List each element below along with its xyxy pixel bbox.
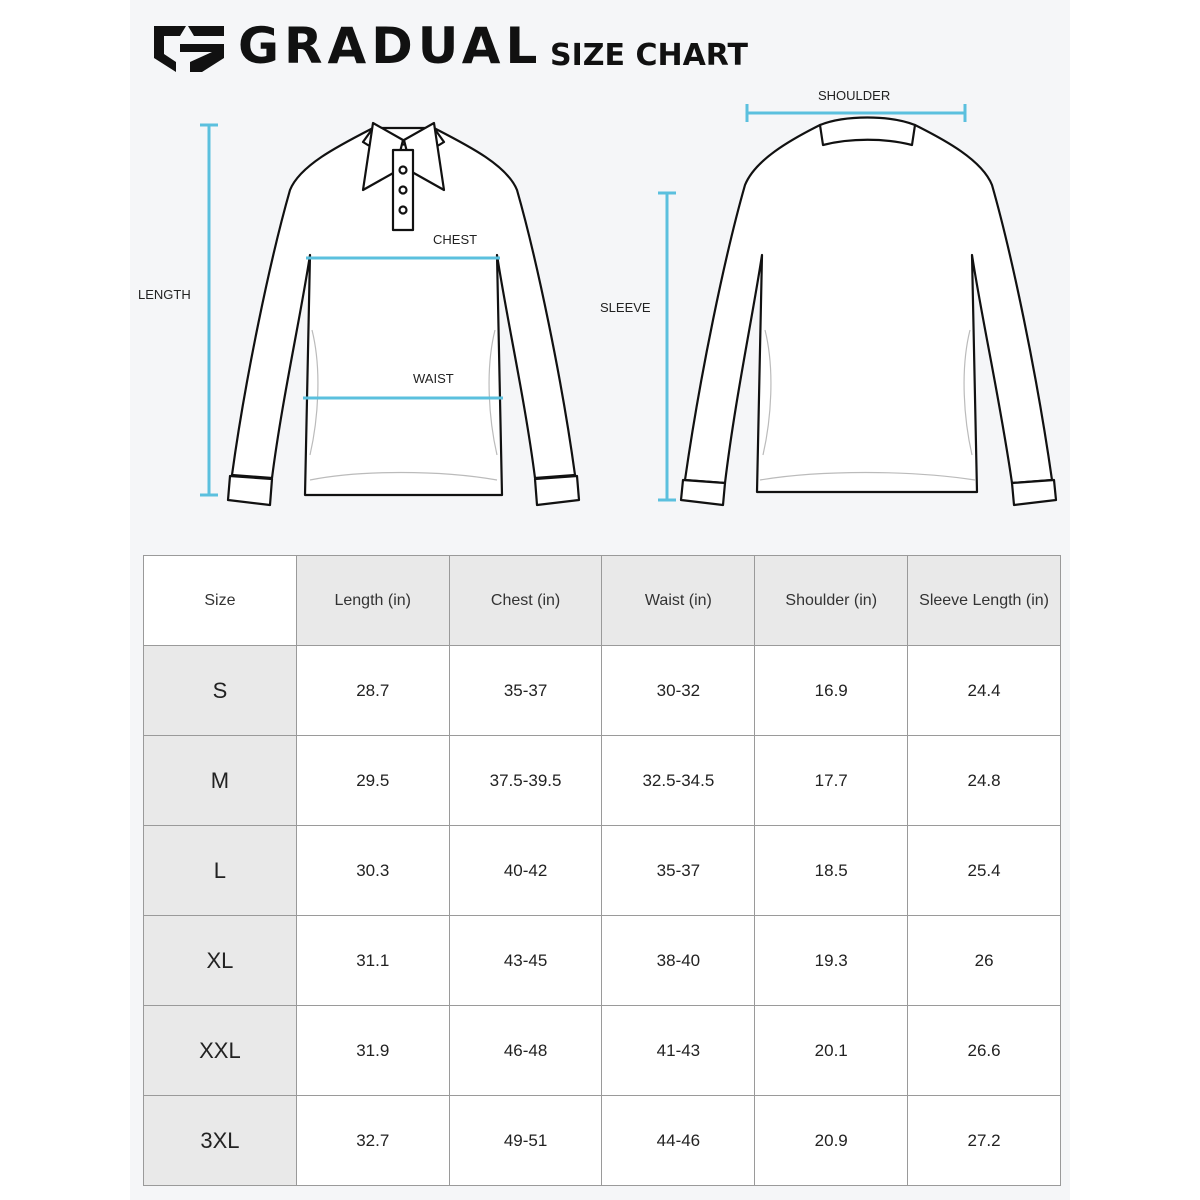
- shoulder-cell: 19.3: [755, 916, 908, 1006]
- chest-cell: 43-45: [449, 916, 602, 1006]
- chest-cell: 37.5-39.5: [449, 736, 602, 826]
- size-cell: S: [144, 646, 297, 736]
- length-cell: 28.7: [296, 646, 449, 736]
- sleeve-length-cell: 26.6: [908, 1006, 1061, 1096]
- chest-cell: 46-48: [449, 1006, 602, 1096]
- shoulder-cell: 20.9: [755, 1096, 908, 1186]
- table-header-row: [144, 556, 1061, 646]
- waist-cell: 32.5-34.5: [602, 736, 755, 826]
- chart-title: SIZE CHART: [550, 38, 749, 73]
- size-table: [143, 555, 1061, 1186]
- size-cell: M: [144, 736, 297, 826]
- size-cell: XL: [144, 916, 297, 1006]
- table-row: [144, 736, 1061, 826]
- size-cell: XXL: [144, 1006, 297, 1096]
- waist-cell: 35-37: [602, 826, 755, 916]
- header-sleeve-length: Sleeve Length (in): [908, 556, 1061, 646]
- header-size: Size: [144, 556, 297, 646]
- shoulder-label: SHOULDER: [818, 88, 891, 103]
- shoulder-cell: 16.9: [755, 646, 908, 736]
- header-chest: Chest (in): [449, 556, 602, 646]
- length-cell: 30.3: [296, 826, 449, 916]
- length-label: LENGTH: [138, 287, 191, 302]
- chest-cell: 40-42: [449, 826, 602, 916]
- waist-cell: 44-46: [602, 1096, 755, 1186]
- waist-label: WAIST: [413, 371, 454, 386]
- chest-cell: 49-51: [449, 1096, 602, 1186]
- back-shirt: [681, 118, 1056, 506]
- header-length: Length (in): [296, 556, 449, 646]
- shoulder-cell: 20.1: [755, 1006, 908, 1096]
- length-cell: 32.7: [296, 1096, 449, 1186]
- table-row: [144, 1096, 1061, 1186]
- chest-label: CHEST: [433, 232, 478, 247]
- table-row: [144, 646, 1061, 736]
- chest-cell: 35-37: [449, 646, 602, 736]
- sleeve-length-cell: 24.4: [908, 646, 1061, 736]
- header-waist: Waist (in): [602, 556, 755, 646]
- sleeve-length-cell: 26: [908, 916, 1061, 1006]
- length-cell: 31.9: [296, 1006, 449, 1096]
- sleeve-length-cell: 25.4: [908, 826, 1061, 916]
- size-cell: 3XL: [144, 1096, 297, 1186]
- table-row: [144, 1006, 1061, 1096]
- front-shirt: [228, 123, 579, 505]
- waist-cell: 30-32: [602, 646, 755, 736]
- sleeve-length-cell: 27.2: [908, 1096, 1061, 1186]
- shoulder-cell: 17.7: [755, 736, 908, 826]
- header-shoulder: Shoulder (in): [755, 556, 908, 646]
- brand-name: GRADUAL: [238, 17, 543, 75]
- table-row: [144, 826, 1061, 916]
- waist-cell: 38-40: [602, 916, 755, 1006]
- sleeve-label: SLEEVE: [600, 300, 651, 315]
- shirt-illustration: [0, 0, 1200, 540]
- waist-cell: 41-43: [602, 1006, 755, 1096]
- sleeve-length-cell: 24.8: [908, 736, 1061, 826]
- table-row: [144, 916, 1061, 1006]
- length-cell: 31.1: [296, 916, 449, 1006]
- length-cell: 29.5: [296, 736, 449, 826]
- size-cell: L: [144, 826, 297, 916]
- shoulder-cell: 18.5: [755, 826, 908, 916]
